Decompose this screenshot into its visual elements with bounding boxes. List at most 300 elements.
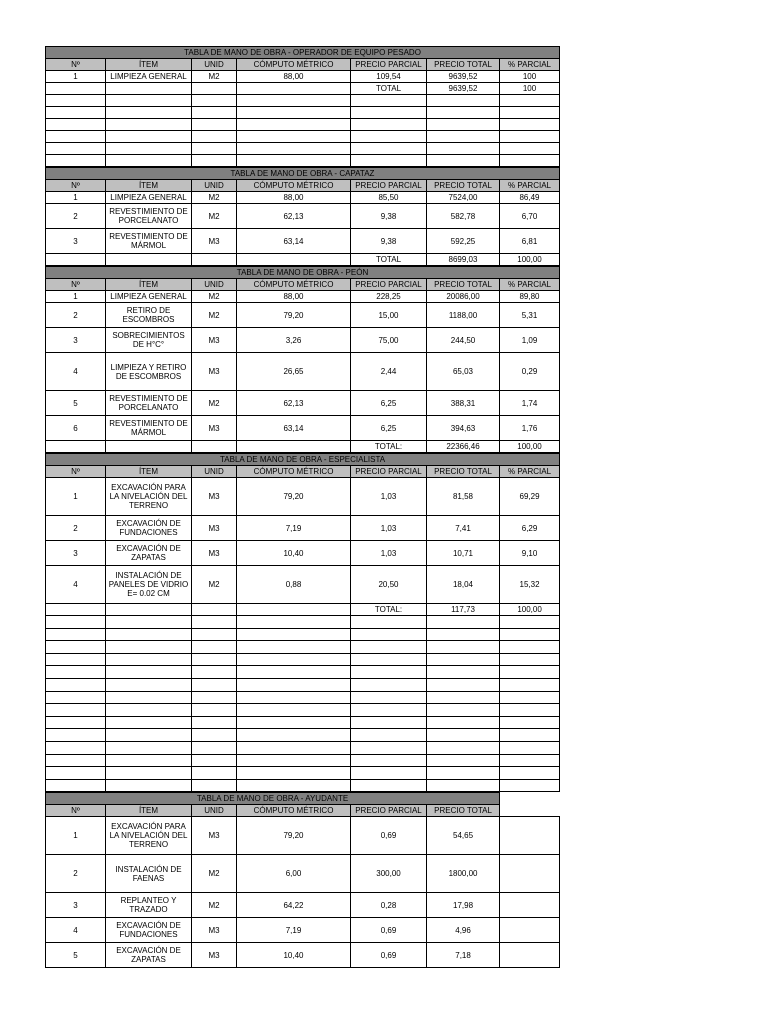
empty-cell (500, 616, 560, 629)
empty-cell (500, 805, 560, 817)
cell-pct: 6,81 (500, 229, 560, 254)
empty-cell (106, 779, 192, 792)
blank-row (46, 107, 560, 119)
cell-pp: 0,69 (351, 943, 427, 968)
table-title-row (46, 267, 560, 279)
empty-cell (237, 131, 351, 143)
cell-n: 1 (46, 71, 106, 83)
cell-unid: M2 (192, 291, 237, 303)
cell-computo: 79,20 (237, 478, 351, 516)
empty-cell (106, 616, 192, 629)
cell-empty (500, 893, 560, 918)
cell-unid: M3 (192, 541, 237, 566)
empty-cell (427, 666, 500, 679)
empty-cell (192, 779, 237, 792)
blank-row (46, 95, 560, 107)
empty-cell (192, 678, 237, 691)
empty-cell (106, 767, 192, 780)
empty-cell (106, 83, 192, 95)
empty-cell (500, 754, 560, 767)
cell-pt: 65,03 (427, 353, 500, 391)
cell-pp: 0,28 (351, 893, 427, 918)
empty-cell (500, 119, 560, 131)
blank-row (46, 767, 560, 780)
cell-pct: 6,29 (500, 516, 560, 541)
column-header: % PARCIAL (500, 279, 560, 291)
cell-item: LIMPIEZA GENERAL (106, 192, 192, 204)
table-row (46, 353, 560, 391)
column-header: PRECIO TOTAL (427, 279, 500, 291)
empty-cell (192, 143, 237, 155)
empty-cell (237, 616, 351, 629)
empty-cell (351, 653, 427, 666)
cell-n: 1 (46, 478, 106, 516)
empty-cell (106, 716, 192, 729)
empty-cell (192, 254, 237, 266)
cell-pp: 2,44 (351, 353, 427, 391)
cell-unid: M3 (192, 353, 237, 391)
column-header: PRECIO PARCIAL (351, 59, 427, 71)
cell-item: EXCAVACIÓN DE FUNDACIONES (106, 918, 192, 943)
blank-row (46, 704, 560, 717)
cell-item: REVESTIMIENTO DE MÁRMOL (106, 229, 192, 254)
cell-pt: 10,71 (427, 541, 500, 566)
empty-cell (500, 653, 560, 666)
empty-cell (237, 729, 351, 742)
cell-n: 2 (46, 204, 106, 229)
cell-empty (500, 918, 560, 943)
empty-cell (351, 678, 427, 691)
empty-cell (46, 119, 106, 131)
table-title: TABLA DE MANO DE OBRA - CAPATAZ (46, 168, 560, 180)
cell-pct: 100 (500, 71, 560, 83)
cell-pp: 0,69 (351, 918, 427, 943)
cell-pp: 6,25 (351, 416, 427, 441)
total-row (46, 441, 560, 453)
empty-cell (192, 83, 237, 95)
table-title: TABLA DE MANO DE OBRA - PEÓN (46, 267, 560, 279)
empty-cell (427, 716, 500, 729)
cell-pct: 69,29 (500, 478, 560, 516)
empty-cell (500, 729, 560, 742)
empty-cell (46, 704, 106, 717)
empty-cell (237, 678, 351, 691)
empty-cell (351, 741, 427, 754)
cell-pp: 300,00 (351, 855, 427, 893)
empty-cell (237, 119, 351, 131)
cell-pct: 1,74 (500, 391, 560, 416)
cell-computo: 10,40 (237, 541, 351, 566)
column-header: UNID (192, 466, 237, 478)
cell-computo: 7,19 (237, 516, 351, 541)
table-row (46, 71, 560, 83)
total-value: 22366,46 (427, 441, 500, 453)
empty-cell (46, 95, 106, 107)
empty-cell (500, 131, 560, 143)
cell-computo: 88,00 (237, 291, 351, 303)
cell-computo: 63,14 (237, 229, 351, 254)
table-row (46, 328, 560, 353)
empty-cell (46, 155, 106, 167)
column-header: ÍTEM (106, 805, 192, 817)
column-header: UNID (192, 59, 237, 71)
cell-pp: 0,69 (351, 817, 427, 855)
empty-cell (237, 83, 351, 95)
total-label: TOTAL (351, 254, 427, 266)
column-header: CÓMPUTO MÉTRICO (237, 466, 351, 478)
empty-cell (237, 754, 351, 767)
blank-row (46, 779, 560, 792)
table-title: TABLA DE MANO DE OBRA - OPERADOR DE EQUIPO PESADO (46, 47, 560, 59)
column-header: CÓMPUTO MÉTRICO (237, 805, 351, 817)
cell-pt: 388,31 (427, 391, 500, 416)
cell-unid: M3 (192, 229, 237, 254)
column-header: CÓMPUTO MÉTRICO (237, 180, 351, 192)
empty-cell (192, 155, 237, 167)
empty-cell (106, 704, 192, 717)
empty-cell (237, 779, 351, 792)
table-row (46, 391, 560, 416)
empty-cell (500, 678, 560, 691)
table-row (46, 204, 560, 229)
table-row (46, 192, 560, 204)
blank-row (46, 716, 560, 729)
column-header: CÓMPUTO MÉTRICO (237, 279, 351, 291)
cell-pt: 7,41 (427, 516, 500, 541)
empty-cell (46, 666, 106, 679)
empty-cell (237, 653, 351, 666)
blank-row (46, 729, 560, 742)
cell-n: 3 (46, 541, 106, 566)
labor-table (45, 266, 560, 453)
empty-cell (46, 254, 106, 266)
column-header: PRECIO TOTAL (427, 466, 500, 478)
empty-cell (237, 716, 351, 729)
column-header: PRECIO PARCIAL (351, 180, 427, 192)
cell-computo: 62,13 (237, 391, 351, 416)
empty-cell (192, 441, 237, 453)
empty-cell (106, 628, 192, 641)
cell-computo: 88,00 (237, 71, 351, 83)
cell-pp: 1,03 (351, 478, 427, 516)
cell-n: 1 (46, 291, 106, 303)
cell-computo: 79,20 (237, 817, 351, 855)
column-header: % PARCIAL (500, 180, 560, 192)
empty-cell (237, 254, 351, 266)
cell-item: EXCAVACIÓN DE ZAPATAS (106, 943, 192, 968)
cell-pp: 1,03 (351, 516, 427, 541)
labor-table (45, 453, 560, 792)
cell-pp: 9,38 (351, 204, 427, 229)
cell-unid: M2 (192, 893, 237, 918)
table-row (46, 817, 560, 855)
empty-cell (46, 729, 106, 742)
empty-cell (427, 119, 500, 131)
cell-pp: 109,54 (351, 71, 427, 83)
empty-cell (427, 691, 500, 704)
column-header: PRECIO TOTAL (427, 180, 500, 192)
cell-empty (500, 855, 560, 893)
empty-cell (427, 767, 500, 780)
empty-cell (106, 754, 192, 767)
cell-computo: 62,13 (237, 204, 351, 229)
empty-cell (46, 628, 106, 641)
empty-cell (106, 741, 192, 754)
column-header: PRECIO TOTAL (427, 59, 500, 71)
blank-row (46, 653, 560, 666)
table-header-row (46, 805, 560, 817)
column-header: Nº (46, 466, 106, 478)
empty-cell (46, 767, 106, 780)
empty-cell (192, 95, 237, 107)
empty-cell (192, 119, 237, 131)
cell-pp: 75,00 (351, 328, 427, 353)
empty-cell (427, 628, 500, 641)
blank-row (46, 143, 560, 155)
column-header: ÍTEM (106, 59, 192, 71)
cell-unid: M2 (192, 391, 237, 416)
cell-item: REVESTIMIENTO DE PORCELANATO (106, 391, 192, 416)
empty-cell (427, 641, 500, 654)
total-label: TOTAL (351, 83, 427, 95)
cell-n: 1 (46, 192, 106, 204)
cell-pt: 1800,00 (427, 855, 500, 893)
cell-pp: 6,25 (351, 391, 427, 416)
labor-table (45, 46, 560, 167)
column-header: ÍTEM (106, 279, 192, 291)
cell-n: 3 (46, 893, 106, 918)
cell-n: 2 (46, 303, 106, 328)
empty-cell (106, 653, 192, 666)
cell-pct: 6,70 (500, 204, 560, 229)
empty-cell (192, 741, 237, 754)
empty-cell (237, 767, 351, 780)
empty-cell (500, 107, 560, 119)
empty-cell (46, 131, 106, 143)
empty-cell (351, 704, 427, 717)
blank-row (46, 691, 560, 704)
blank-row (46, 131, 560, 143)
total-value: 117,73 (427, 604, 500, 616)
cell-item: INSTALACIÓN DE FAENAS (106, 855, 192, 893)
empty-cell (46, 754, 106, 767)
empty-cell (46, 691, 106, 704)
empty-cell (46, 143, 106, 155)
cell-pt: 81,58 (427, 478, 500, 516)
cell-pct: 0,29 (500, 353, 560, 391)
cell-computo: 7,19 (237, 918, 351, 943)
empty-cell (192, 704, 237, 717)
empty-cell (427, 155, 500, 167)
cell-n: 3 (46, 328, 106, 353)
empty-cell (351, 754, 427, 767)
cell-pt: 18,04 (427, 566, 500, 604)
cell-pp: 9,38 (351, 229, 427, 254)
empty-cell (351, 641, 427, 654)
cell-pt: 54,65 (427, 817, 500, 855)
empty-cell (237, 441, 351, 453)
empty-cell (500, 143, 560, 155)
column-header: UNID (192, 805, 237, 817)
cell-pct: 1,09 (500, 328, 560, 353)
empty-cell (46, 616, 106, 629)
empty-cell (46, 107, 106, 119)
cell-item: REVESTIMIENTO DE PORCELANATO (106, 204, 192, 229)
table-title-row (46, 168, 560, 180)
blank-row (46, 741, 560, 754)
cell-pt: 592,25 (427, 229, 500, 254)
cell-item: LIMPIEZA GENERAL (106, 71, 192, 83)
cell-unid: M2 (192, 204, 237, 229)
blank-row (46, 641, 560, 654)
empty-cell (427, 754, 500, 767)
empty-cell (192, 691, 237, 704)
empty-cell (192, 653, 237, 666)
table-header-row (46, 279, 560, 291)
empty-cell (106, 95, 192, 107)
empty-cell (351, 119, 427, 131)
total-row (46, 604, 560, 616)
table-title-row (46, 454, 560, 466)
cell-item: EXCAVACIÓN DE ZAPATAS (106, 541, 192, 566)
cell-unid: M3 (192, 478, 237, 516)
blank-row (46, 754, 560, 767)
empty-cell (500, 95, 560, 107)
empty-cell (500, 716, 560, 729)
empty-cell (106, 254, 192, 266)
empty-cell (106, 729, 192, 742)
cell-computo: 64,22 (237, 893, 351, 918)
column-header: PRECIO TOTAL (427, 805, 500, 817)
cell-item: SOBRECIMIENTOS DE H°C° (106, 328, 192, 353)
empty-cell (237, 604, 351, 616)
cell-empty (500, 943, 560, 968)
empty-cell (351, 779, 427, 792)
empty-cell (106, 107, 192, 119)
total-percent: 100,00 (500, 441, 560, 453)
empty-cell (237, 704, 351, 717)
cell-unid: M3 (192, 943, 237, 968)
empty-cell (192, 666, 237, 679)
table-row (46, 516, 560, 541)
total-percent: 100,00 (500, 254, 560, 266)
cell-computo: 3,26 (237, 328, 351, 353)
total-label: TOTAL: (351, 604, 427, 616)
cell-item: EXCAVACIÓN DE FUNDACIONES (106, 516, 192, 541)
empty-cell (106, 604, 192, 616)
cell-pt: 20086,00 (427, 291, 500, 303)
empty-cell (500, 704, 560, 717)
empty-cell (237, 691, 351, 704)
empty-cell (192, 616, 237, 629)
table-row (46, 229, 560, 254)
empty-cell (106, 131, 192, 143)
cell-unid: M3 (192, 416, 237, 441)
column-header: % PARCIAL (500, 59, 560, 71)
total-percent: 100 (500, 83, 560, 95)
cell-unid: M2 (192, 566, 237, 604)
empty-cell (46, 716, 106, 729)
cell-n: 3 (46, 229, 106, 254)
empty-cell (106, 691, 192, 704)
table-row (46, 918, 560, 943)
column-header: Nº (46, 180, 106, 192)
cell-pt: 244,50 (427, 328, 500, 353)
cell-item: REVESTIMIENTO DE MÁRMOL (106, 416, 192, 441)
table-header-row (46, 180, 560, 192)
empty-cell (351, 691, 427, 704)
cell-computo: 88,00 (237, 192, 351, 204)
cell-computo: 10,40 (237, 943, 351, 968)
table-row (46, 541, 560, 566)
cell-unid: M3 (192, 817, 237, 855)
blank-row (46, 678, 560, 691)
empty-cell (427, 704, 500, 717)
empty-cell (192, 641, 237, 654)
empty-cell (46, 604, 106, 616)
empty-cell (46, 779, 106, 792)
cell-computo: 6,00 (237, 855, 351, 893)
cell-n: 2 (46, 516, 106, 541)
labor-table (45, 792, 560, 968)
cell-unid: M3 (192, 328, 237, 353)
column-header: CÓMPUTO MÉTRICO (237, 59, 351, 71)
empty-cell (427, 107, 500, 119)
cell-unid: M2 (192, 855, 237, 893)
table-row (46, 291, 560, 303)
table-row (46, 566, 560, 604)
cell-empty (500, 817, 560, 855)
empty-cell (192, 754, 237, 767)
table-row (46, 303, 560, 328)
cell-item: EXCAVACIÓN PARA LA NIVELACIÓN DEL TERRENO (106, 817, 192, 855)
empty-cell (46, 83, 106, 95)
empty-cell (106, 666, 192, 679)
empty-cell (192, 107, 237, 119)
cell-pp: 20,50 (351, 566, 427, 604)
cell-pct: 15,32 (500, 566, 560, 604)
empty-cell (237, 741, 351, 754)
column-header: % PARCIAL (500, 466, 560, 478)
cell-n: 4 (46, 353, 106, 391)
cell-unid: M3 (192, 918, 237, 943)
column-header: UNID (192, 279, 237, 291)
cell-pt: 394,63 (427, 416, 500, 441)
labor-table (45, 167, 560, 266)
table-row (46, 893, 560, 918)
empty-cell (427, 95, 500, 107)
cell-pt: 9639,52 (427, 71, 500, 83)
column-header: Nº (46, 59, 106, 71)
cell-n: 5 (46, 943, 106, 968)
empty-cell (192, 729, 237, 742)
cell-pct: 89,80 (500, 291, 560, 303)
cell-pp: 228,25 (351, 291, 427, 303)
cell-unid: M3 (192, 516, 237, 541)
empty-cell (427, 678, 500, 691)
table-row (46, 943, 560, 968)
empty-cell (46, 441, 106, 453)
table-row (46, 855, 560, 893)
empty-cell (237, 666, 351, 679)
empty-cell (237, 143, 351, 155)
empty-cell (351, 729, 427, 742)
empty-cell (351, 107, 427, 119)
empty-cell (192, 131, 237, 143)
empty-cell (427, 741, 500, 754)
column-header: PRECIO PARCIAL (351, 466, 427, 478)
cell-n: 1 (46, 817, 106, 855)
